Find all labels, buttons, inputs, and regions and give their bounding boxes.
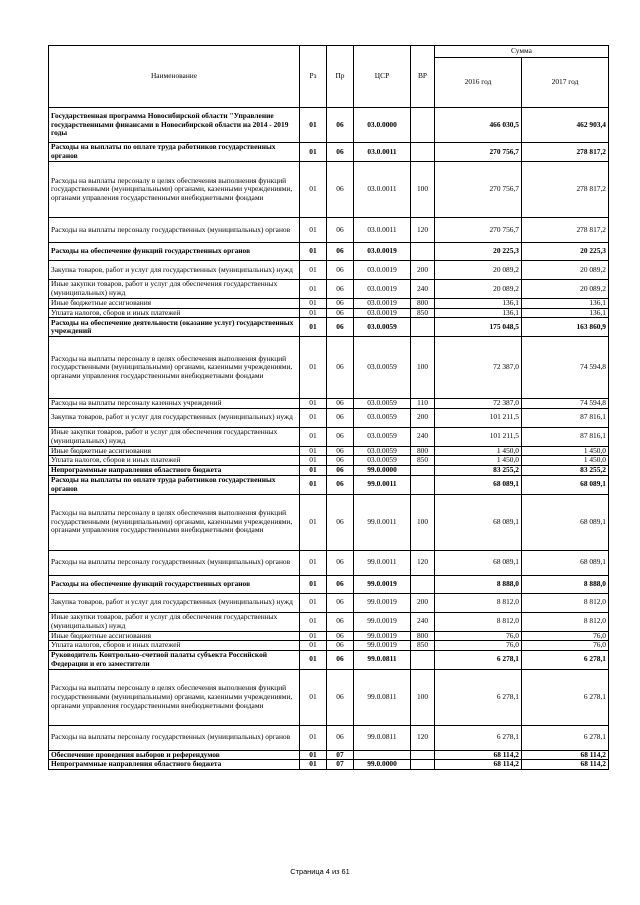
cell-name: Закупка товаров, работ и услуг для государственных (муниципальных) нужд (49, 593, 300, 612)
cell-pr: 06 (327, 612, 354, 631)
table-row (49, 612, 609, 631)
cell-name: Расходы на выплаты персоналу в целях обеспечения выполнения функций государственными (муниципальными) органами, казенными учреждениями, органами управления государственными внебюджетными фондами (49, 337, 300, 399)
cell-2016: 8 812,0 (435, 612, 522, 631)
cell-pr: 06 (327, 475, 354, 494)
cell-name: Государственная программа Новосибирской области "Управление государственными финансами в Новосибирской области на 2014 - 2019 годы (49, 108, 300, 143)
cell-vr: 200 (411, 593, 435, 612)
table-row (49, 750, 609, 760)
table-row (49, 218, 609, 243)
cell-rz: 01 (300, 725, 327, 750)
cell-pr: 06 (327, 446, 354, 456)
cell-csr: 03.0.0059 (354, 399, 411, 409)
cell-2016: 20 089,2 (435, 261, 522, 280)
cell-csr: 03.0.0011 (354, 143, 411, 162)
cell-2016: 466 030,5 (435, 108, 522, 143)
cell-2017: 76,0 (522, 641, 609, 651)
cell-name: Иные бюджетные ассигнования (49, 299, 300, 309)
table-row (49, 280, 609, 299)
cell-2017: 87 816,1 (522, 408, 609, 427)
cell-vr (411, 575, 435, 593)
cell-csr: 99.0.0019 (354, 641, 411, 651)
cell-pr: 06 (327, 669, 354, 725)
cell-rz: 01 (300, 162, 327, 218)
cell-pr: 06 (327, 725, 354, 750)
cell-vr: 800 (411, 631, 435, 641)
cell-name: Расходы на обеспечение функций государственных органов (49, 243, 300, 261)
cell-csr: 03.0.0011 (354, 162, 411, 218)
cell-2016: 68 089,1 (435, 550, 522, 575)
cell-vr: 240 (411, 427, 435, 446)
cell-2017: 1 450,0 (522, 446, 609, 456)
cell-rz: 01 (300, 427, 327, 446)
cell-pr: 06 (327, 308, 354, 318)
table-row (49, 108, 609, 143)
table-row (49, 299, 609, 309)
cell-2017: 6 278,1 (522, 650, 609, 669)
cell-name: Закупка товаров, работ и услуг для государственных (муниципальных) нужд (49, 261, 300, 280)
cell-pr: 06 (327, 465, 354, 475)
cell-2017: 74 594,8 (522, 337, 609, 399)
cell-csr: 99.0.0019 (354, 593, 411, 612)
cell-2016: 68 089,1 (435, 494, 522, 550)
cell-vr: 100 (411, 494, 435, 550)
cell-2016: 76,0 (435, 631, 522, 641)
cell-2017: 8 812,0 (522, 612, 609, 631)
cell-rz: 01 (300, 631, 327, 641)
cell-vr (411, 475, 435, 494)
cell-name: Расходы на обеспечение деятельности (оказание услуг) государственных учреждений (49, 318, 300, 337)
cell-2016: 8 812,0 (435, 593, 522, 612)
cell-csr: 03.0.0019 (354, 308, 411, 318)
cell-vr: 120 (411, 218, 435, 243)
table-row (49, 143, 609, 162)
table-row (49, 162, 609, 218)
cell-rz: 01 (300, 593, 327, 612)
cell-pr: 06 (327, 280, 354, 299)
cell-2016: 101 211,5 (435, 408, 522, 427)
cell-2017: 20 089,2 (522, 261, 609, 280)
cell-name: Руководитель Контрольно-счетной палаты субъекта Российской Федерации и его заместители (49, 650, 300, 669)
cell-vr (411, 750, 435, 760)
cell-vr: 850 (411, 308, 435, 318)
cell-name: Расходы на выплаты персоналу государственных (муниципальных) органов (49, 725, 300, 750)
header-pr: Пр (327, 46, 354, 108)
cell-name: Расходы на обеспечение функций государственных органов (49, 575, 300, 593)
cell-pr: 06 (327, 337, 354, 399)
cell-pr: 06 (327, 494, 354, 550)
cell-pr: 06 (327, 575, 354, 593)
cell-name: Уплата налогов, сборов и иных платежей (49, 456, 300, 466)
header-summa: Сумма (435, 46, 609, 58)
cell-2017: 8 888,0 (522, 575, 609, 593)
table-row (49, 261, 609, 280)
cell-pr: 06 (327, 108, 354, 143)
cell-2017: 74 594,8 (522, 399, 609, 409)
cell-csr: 99.0.0811 (354, 650, 411, 669)
cell-name: Иные бюджетные ассигнования (49, 631, 300, 641)
cell-pr: 06 (327, 456, 354, 466)
cell-rz: 01 (300, 261, 327, 280)
cell-2016: 270 756,7 (435, 162, 522, 218)
cell-rz: 01 (300, 408, 327, 427)
cell-vr: 850 (411, 641, 435, 651)
cell-rz: 01 (300, 465, 327, 475)
cell-name: Обеспечение проведения выборов и референдумов (49, 750, 300, 760)
cell-csr: 03.0.0019 (354, 261, 411, 280)
cell-name: Расходы на выплаты персоналу казенных учреждений (49, 399, 300, 409)
cell-2017: 136,1 (522, 308, 609, 318)
cell-pr: 06 (327, 162, 354, 218)
cell-2016: 101 211,5 (435, 427, 522, 446)
cell-vr: 200 (411, 408, 435, 427)
cell-rz: 01 (300, 641, 327, 651)
cell-rz: 01 (300, 612, 327, 631)
cell-name: Иные бюджетные ассигнования (49, 446, 300, 456)
cell-name: Расходы на выплаты персоналу в целях обеспечения выполнения функций государственными (муниципальными) органами, казенными учреждениями, органами управления государственными внебюджетными фондами (49, 162, 300, 218)
cell-rz: 01 (300, 575, 327, 593)
header-vr: ВР (411, 46, 435, 108)
cell-csr (354, 750, 411, 760)
table-row (49, 408, 609, 427)
cell-vr: 240 (411, 280, 435, 299)
cell-name: Расходы на выплаты по оплате труда работников государственных органов (49, 143, 300, 162)
table-row (49, 308, 609, 318)
cell-vr (411, 650, 435, 669)
table-row (49, 399, 609, 409)
table-row (49, 669, 609, 725)
cell-2016: 136,1 (435, 308, 522, 318)
cell-2017: 278 817,2 (522, 162, 609, 218)
cell-rz: 01 (300, 760, 327, 770)
cell-2017: 68 114,2 (522, 750, 609, 760)
cell-2016: 6 278,1 (435, 669, 522, 725)
cell-rz: 01 (300, 669, 327, 725)
cell-csr: 99.0.0011 (354, 494, 411, 550)
cell-csr: 99.0.0011 (354, 550, 411, 575)
cell-name: Уплата налогов, сборов и иных платежей (49, 641, 300, 651)
cell-pr: 07 (327, 750, 354, 760)
cell-vr: 120 (411, 725, 435, 750)
table-body (49, 108, 609, 770)
table-row (49, 641, 609, 651)
cell-csr: 03.0.0059 (354, 427, 411, 446)
cell-2016: 83 255,2 (435, 465, 522, 475)
table-row (49, 427, 609, 446)
cell-rz: 01 (300, 550, 327, 575)
cell-2016: 76,0 (435, 641, 522, 651)
cell-2017: 1 450,0 (522, 456, 609, 466)
cell-rz: 01 (300, 218, 327, 243)
cell-pr: 06 (327, 218, 354, 243)
cell-pr: 06 (327, 427, 354, 446)
cell-vr: 800 (411, 446, 435, 456)
table-row (49, 725, 609, 750)
cell-2016: 6 278,1 (435, 650, 522, 669)
cell-name: Расходы на выплаты персоналу государственных (муниципальных) органов (49, 218, 300, 243)
budget-table-sheet (48, 45, 608, 770)
table-row (49, 760, 609, 770)
cell-2016: 72 387,0 (435, 337, 522, 399)
table-row (49, 456, 609, 466)
header-year-2016: 2016 год (435, 58, 522, 108)
header-year-2017: 2017 год (522, 58, 609, 108)
cell-2016: 68 114,2 (435, 750, 522, 760)
cell-rz: 01 (300, 456, 327, 466)
table-row (49, 593, 609, 612)
cell-pr: 06 (327, 261, 354, 280)
cell-2016: 270 756,7 (435, 218, 522, 243)
cell-rz: 01 (300, 299, 327, 309)
cell-vr: 800 (411, 299, 435, 309)
cell-2016: 1 450,0 (435, 446, 522, 456)
header-csr: ЦСР (354, 46, 411, 108)
cell-vr: 200 (411, 261, 435, 280)
cell-2016: 6 278,1 (435, 725, 522, 750)
cell-rz: 01 (300, 337, 327, 399)
cell-2017: 163 860,9 (522, 318, 609, 337)
header-name: Наименование (49, 46, 300, 108)
cell-vr (411, 143, 435, 162)
table-row (49, 446, 609, 456)
cell-csr: 03.0.0011 (354, 218, 411, 243)
cell-rz: 01 (300, 243, 327, 261)
cell-2017: 6 278,1 (522, 669, 609, 725)
cell-csr: 99.0.0000 (354, 465, 411, 475)
cell-name: Расходы на выплаты по оплате труда работников государственных органов (49, 475, 300, 494)
table-row (49, 650, 609, 669)
table-row (49, 243, 609, 261)
cell-csr: 03.0.0059 (354, 318, 411, 337)
cell-name: Иные закупки товаров, работ и услуг для обеспечения государственных (муниципальных) нужд (49, 280, 300, 299)
table-row (49, 550, 609, 575)
cell-rz: 01 (300, 108, 327, 143)
cell-2017: 136,1 (522, 299, 609, 309)
cell-2017: 68 089,1 (522, 550, 609, 575)
cell-2016: 136,1 (435, 299, 522, 309)
cell-2017: 87 816,1 (522, 427, 609, 446)
cell-pr: 06 (327, 631, 354, 641)
page-number: Страница 4 из 61 (290, 867, 350, 876)
cell-csr: 03.0.0059 (354, 446, 411, 456)
cell-vr: 850 (411, 456, 435, 466)
cell-rz: 01 (300, 143, 327, 162)
cell-rz: 01 (300, 308, 327, 318)
cell-2017: 278 817,2 (522, 218, 609, 243)
cell-csr: 03.0.0019 (354, 243, 411, 261)
cell-pr: 07 (327, 760, 354, 770)
cell-vr: 100 (411, 162, 435, 218)
table-row (49, 318, 609, 337)
table-row (49, 494, 609, 550)
cell-name: Расходы на выплаты персоналу в целях обеспечения выполнения функций государственными (муниципальными) органами, казенными учреждениями, органами управления государственными внебюджетными фондами (49, 494, 300, 550)
table-row (49, 465, 609, 475)
cell-name: Иные закупки товаров, работ и услуг для обеспечения государственных (муниципальных) нужд (49, 427, 300, 446)
cell-rz: 01 (300, 475, 327, 494)
cell-csr: 99.0.0019 (354, 575, 411, 593)
cell-2017: 83 255,2 (522, 465, 609, 475)
cell-csr: 99.0.0019 (354, 631, 411, 641)
cell-rz: 01 (300, 750, 327, 760)
cell-name: Непрограммные направления областного бюджета (49, 465, 300, 475)
cell-pr: 06 (327, 243, 354, 261)
cell-name: Непрограммные направления областного бюджета (49, 760, 300, 770)
cell-rz: 01 (300, 318, 327, 337)
cell-name: Уплата налогов, сборов и иных платежей (49, 308, 300, 318)
table-row (49, 337, 609, 399)
cell-rz: 01 (300, 650, 327, 669)
cell-vr: 240 (411, 612, 435, 631)
cell-pr: 06 (327, 641, 354, 651)
cell-rz: 01 (300, 446, 327, 456)
cell-csr: 03.0.0000 (354, 108, 411, 143)
table-row (49, 575, 609, 593)
cell-name: Закупка товаров, работ и услуг для государственных (муниципальных) нужд (49, 408, 300, 427)
cell-vr: 100 (411, 669, 435, 725)
cell-vr (411, 318, 435, 337)
cell-2017: 20 089,2 (522, 280, 609, 299)
cell-csr: 03.0.0059 (354, 408, 411, 427)
cell-csr: 99.0.0000 (354, 760, 411, 770)
cell-csr: 99.0.0811 (354, 669, 411, 725)
cell-2017: 6 278,1 (522, 725, 609, 750)
cell-csr: 99.0.0811 (354, 725, 411, 750)
cell-2016: 1 450,0 (435, 456, 522, 466)
cell-2016: 175 048,5 (435, 318, 522, 337)
cell-vr: 110 (411, 399, 435, 409)
table-row (49, 475, 609, 494)
header-rz: Рз (300, 46, 327, 108)
cell-vr (411, 465, 435, 475)
cell-csr: 99.0.0011 (354, 475, 411, 494)
cell-csr: 99.0.0019 (354, 612, 411, 631)
table-row (49, 631, 609, 641)
cell-csr: 03.0.0019 (354, 280, 411, 299)
cell-2016: 270 756,7 (435, 143, 522, 162)
cell-pr: 06 (327, 650, 354, 669)
cell-pr: 06 (327, 399, 354, 409)
cell-pr: 06 (327, 299, 354, 309)
cell-pr: 06 (327, 593, 354, 612)
cell-2016: 68 089,1 (435, 475, 522, 494)
cell-vr (411, 760, 435, 770)
cell-rz: 01 (300, 280, 327, 299)
cell-name: Иные закупки товаров, работ и услуг для обеспечения государственных (муниципальных) нужд (49, 612, 300, 631)
cell-vr: 100 (411, 337, 435, 399)
cell-2016: 20 225,3 (435, 243, 522, 261)
cell-2016: 68 114,2 (435, 760, 522, 770)
cell-2017: 278 817,2 (522, 143, 609, 162)
budget-table (48, 45, 609, 770)
cell-pr: 06 (327, 550, 354, 575)
cell-2017: 68 114,2 (522, 760, 609, 770)
cell-name: Расходы на выплаты персоналу государственных (муниципальных) органов (49, 550, 300, 575)
cell-pr: 06 (327, 318, 354, 337)
cell-2016: 20 089,2 (435, 280, 522, 299)
cell-vr (411, 108, 435, 143)
cell-vr (411, 243, 435, 261)
cell-csr: 03.0.0019 (354, 299, 411, 309)
cell-vr: 120 (411, 550, 435, 575)
cell-csr: 03.0.0059 (354, 456, 411, 466)
cell-2017: 68 089,1 (522, 494, 609, 550)
cell-pr: 06 (327, 143, 354, 162)
cell-2017: 462 903,4 (522, 108, 609, 143)
cell-name: Расходы на выплаты персоналу в целях обеспечения выполнения функций государственными (муниципальными) органами, казенными учреждениями, органами управления государственными внебюджетными фондами (49, 669, 300, 725)
cell-2017: 76,0 (522, 631, 609, 641)
cell-2016: 8 888,0 (435, 575, 522, 593)
cell-2016: 72 387,0 (435, 399, 522, 409)
cell-2017: 68 089,1 (522, 475, 609, 494)
cell-csr: 03.0.0059 (354, 337, 411, 399)
cell-pr: 06 (327, 408, 354, 427)
cell-rz: 01 (300, 494, 327, 550)
cell-2017: 8 812,0 (522, 593, 609, 612)
cell-rz: 01 (300, 399, 327, 409)
cell-2017: 20 225,3 (522, 243, 609, 261)
